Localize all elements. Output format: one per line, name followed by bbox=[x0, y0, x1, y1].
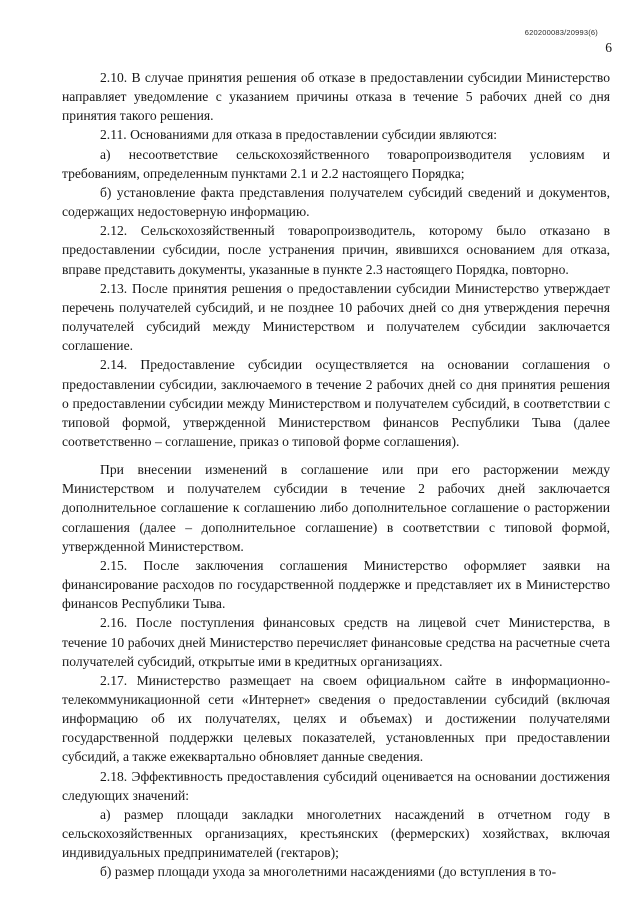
paragraph-2-18-b: б) размер площади ухода за многолетними насаждениями (до вступления в то- bbox=[100, 864, 557, 880]
paragraph-2-18-a: а) размер площади закладки многолетних насаждений в отчетном году в сельскохозяйственных организациях, крестьянских (фермерских) хозяйствах, включая индивидуальных предпринимателей (гектаров); bbox=[62, 806, 610, 861]
page-number: 6 bbox=[605, 40, 612, 55]
paragraph-2-11-a: а) несоответствие сельскохозяйственного товаропроизводителя условиям и требованиям, определенным пунктами 2.1 и 2.2 настоящего Порядка; bbox=[62, 146, 610, 181]
paragraph-2-14: 2.14. Предоставление субсидии осуществляется на основании соглашения о предоставлении субсидии, заключаемого в течение 2 рабочих дней со дня принятия решения о предоставлении субсидии между Министерством и получателем субсидий, в соответствии с типовой формой, утвержденной Министерством финансов Республики Тыва (далее соответственно – соглашение, приказ о типовой форме соглашения). bbox=[62, 357, 610, 449]
document-body bbox=[62, 68, 610, 882]
paragraph-2-17: 2.17. Министерство размещает на своем официальном сайте в информационно-телекоммуникационной сети «Интернет» сведения о предоставлении субсидий (включая информацию об их получателях, целях и объемах) и достижении получателями государственной поддержки целевых показателей, установленных при предоставлении субсидий, а также ежеквартально обновляет данные сведения. bbox=[62, 672, 610, 765]
paragraph-2-13: 2.13. После принятия решения о предоставлении субсидии Министерство утверждает перечень получателей субсидий, и не позднее 10 рабочих дней со дня утверждения перечня получателей субсидий между Министерством и получателем субсидии заключается соглашение. bbox=[62, 280, 610, 354]
paragraph-2-15: 2.15. После заключения соглашения Министерство оформляет заявки на финансирование расходов по государственной поддержке и представляет их в Министерство финансов Республики Тыва. bbox=[62, 557, 610, 612]
paragraph-2-11-b: б) установление факта представления получателем субсидий сведений и документов, содержащих недостоверную информацию. bbox=[62, 184, 610, 220]
paragraph-2-18: 2.18. Эффективность предоставления субсидий оценивается на основании достижения следующих значений: bbox=[62, 768, 610, 803]
paragraph-2-12: 2.12. Сельскохозяйственный товаропроизводитель, которому было отказано в предоставлении субсидии, после устранения причин, явившихся основанием для отказа, вправе представить документы, указанные в пункте 2.3 настоящего Порядка, повторно. bbox=[62, 223, 610, 277]
paragraph-2-14-amendments: При внесении изменений в соглашение или при его расторжении между Министерством и получателем субсидии в течение 2 рабочих дней заключается дополнительное соглашение к соглашению либо дополнительное соглашение о расторжении соглашения (далее – дополнительное соглашение) в соответствии с типовой формой, утвержденной Министерством. bbox=[62, 462, 610, 554]
paragraph-2-16: 2.16. После поступления финансовых средств на лицевой счет Министерства, в течение 10 рабочих дней Министерство перечисляет финансовые средства на расчетные счета получателей субсидий, открытые ими в кредитных организациях. bbox=[62, 615, 610, 669]
paragraph-2-11: 2.11. Основаниями для отказа в предоставлении субсидии являются: bbox=[100, 127, 497, 143]
document-code: 620200083/20993(6) bbox=[524, 28, 598, 37]
paragraph-2-10: 2.10. В случае принятия решения об отказе в предоставлении субсидии Министерство направляет уведомление с указанием причины отказа в течение 5 рабочих дней со дня принятия такого решения. bbox=[62, 70, 610, 124]
